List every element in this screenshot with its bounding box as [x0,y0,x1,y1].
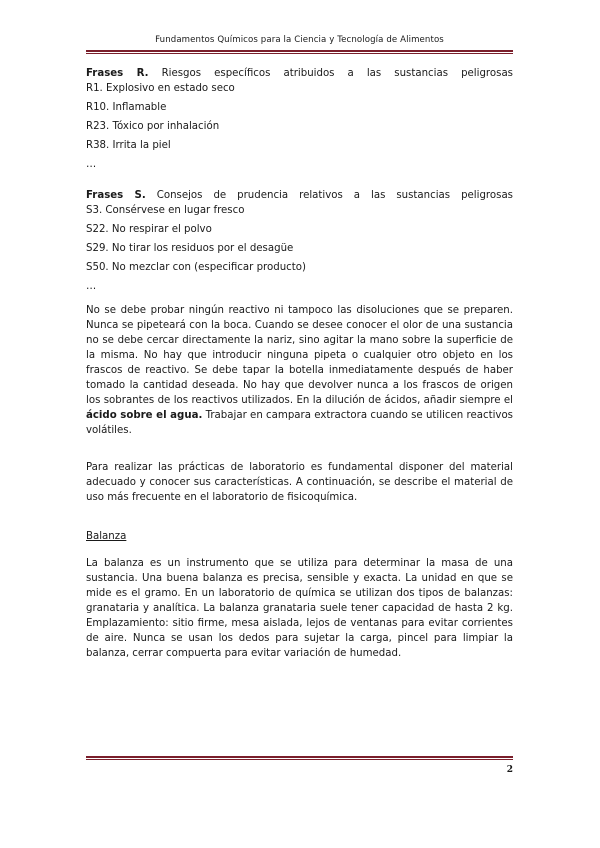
frases-r-item: R1. Explosivo en estado seco [86,83,235,94]
material-paragraph: Para realizar las prácticas de laboratorio es fundamental disponer del material adecuado y conocer sus características. A continuación, se describe el material de uso más frecuente en el laboratorio de fisicoquímica. [86,462,513,503]
page-number: 2 [506,765,513,775]
frases-s-item: S29. No tirar los residuos por el desagüe [86,243,294,254]
frases-s-ellipsis: … [86,281,97,292]
frases-s-intro [86,188,513,203]
balanza-paragraph: La balanza es un instrumento que se utiliza para determinar la masa de una sustancia. Una buena balanza es precisa, sensible y exacta. La unidad en que se mide es el gramo. En un laboratorio de química se utilizan dos tipos de balanzas: granataria y analítica. La balanza granataria suele tener capacidad de hasta 2 kg. Emplazamiento: sitio firme, mesa aislada, lejos de ventanas para evitar corrientes de aire. Nunca se usan los dedos para sujetar la carga, pincel para limpiar la balanza, cerrar compuerta para evitar variación de humedad. [86,558,513,659]
frases-r-intro [86,66,513,81]
footer-rule [86,756,513,760]
frases-s-section [86,188,513,294]
balanza-heading-text: Balanza [86,531,127,542]
frases-r-item: R38. Irrita la piel [86,140,171,151]
running-header: Fundamentos Químicos para la Ciencia y Tecnología de Alimentos [155,35,444,45]
header-rule [86,50,513,54]
balanza-heading [86,529,513,544]
frases-r-section [86,66,513,172]
frases-r-item: R10. Inflamable [86,102,167,113]
safety-paragraph [86,303,513,438]
frases-s-description: Consejos de prudencia relativos a las sustancias peligrosas [156,190,513,201]
frases-r-label: Frases R. [86,68,149,79]
frases-s-label: Frases S. [86,190,146,201]
page-content [86,66,513,661]
frases-s-item: S22. No respirar el polvo [86,224,212,235]
frases-s-item: S50. No mezclar con (especificar producto) [86,262,306,273]
frases-r-description: Riesgos específicos atribuidos a las sustancias peligrosas [161,68,513,79]
safety-bold-text: ácido sobre el agua. [86,410,203,421]
safety-text-before: No se debe probar ningún reactivo ni tampoco las disoluciones que se preparen. Nunca se pipeteará con la boca. Cuando se desee conocer el olor de una sustancia no se debe cercar directamente la nariz, sino agitar la mano sobre la superficie de la misma. No hay que introducir ninguna pipeta o cualquier otro objeto en los frascos de reactivo. Se debe tapar la botella inmediatamente después de haber tomado la cantidad deseada. No hay que devolver nunca a los frascos de origen los sobrantes de los reactivos utilizados. En la dilución de ácidos, añadir siempre el [86,305,513,406]
frases-r-item: R23. Tóxico por inhalación [86,121,220,132]
frases-s-item: S3. Consérvese en lugar fresco [86,205,245,216]
frases-r-ellipsis: … [86,159,97,170]
safety-text-after: Trabajar en campara extractora cuando se utilicen reactivos volátiles. [86,410,513,436]
